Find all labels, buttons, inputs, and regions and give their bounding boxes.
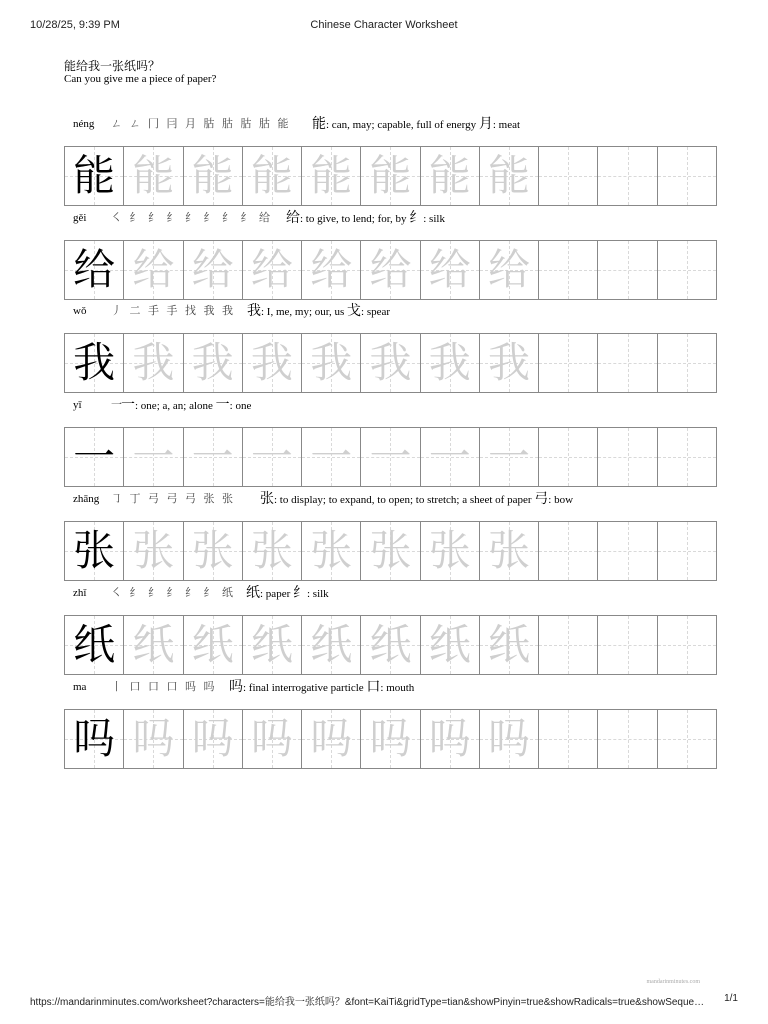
- trace-character: 我: [191, 338, 234, 387]
- trace-character: 一: [132, 432, 175, 481]
- trace-character-cell: [243, 428, 302, 486]
- trace-character: 张: [250, 526, 293, 575]
- trace-character: 纸: [250, 620, 293, 669]
- trace-character-cell: [480, 616, 539, 674]
- print-datetime: 10/28/25, 9:39 PM: [30, 19, 120, 31]
- trace-character-cell: [361, 241, 420, 299]
- trace-character: 吗: [310, 714, 353, 763]
- trace-character: 纸: [487, 620, 530, 669]
- trace-character-cell: [302, 710, 361, 768]
- trace-character-cell: [124, 241, 183, 299]
- radical-character: 口: [366, 679, 381, 695]
- trace-character-cell: [361, 522, 420, 580]
- blank-practice-cell[interactable]: [598, 522, 657, 580]
- model-character: 纸: [73, 620, 116, 669]
- definition-text: : can, may; capable, full of energy: [326, 119, 477, 131]
- trace-character-cell: [480, 147, 539, 205]
- trace-character-cell: [124, 616, 183, 674]
- trace-character-cell: [421, 334, 480, 392]
- trace-character: 一: [250, 432, 293, 481]
- model-character: 张: [73, 526, 116, 575]
- blank-practice-cell[interactable]: [539, 522, 598, 580]
- print-header: [30, 19, 738, 33]
- model-character-cell: [65, 710, 124, 768]
- definition-character: 一: [121, 397, 135, 413]
- blank-practice-cell[interactable]: [658, 522, 716, 580]
- trace-character-cell: [302, 241, 361, 299]
- practice-grid: [64, 427, 717, 487]
- trace-character-cell: [480, 334, 539, 392]
- trace-character-cell: [124, 428, 183, 486]
- trace-character: 纸: [428, 620, 471, 669]
- trace-character: 张: [132, 526, 175, 575]
- definition-text: : to display; to expand, to open; to stretch; a sheet of paper: [274, 494, 532, 506]
- character-entry: [64, 301, 717, 393]
- radical-meaning: : meat: [492, 119, 521, 131]
- stroke-order-sequence: ㇛ 纟 纟 纟 纟 纟 纸: [111, 586, 235, 599]
- definition-text: : I, me, my; our, us: [261, 306, 345, 318]
- site-watermark: mandarinminutes.com: [646, 979, 700, 985]
- radical-character: 一: [215, 397, 230, 413]
- character-entry: [64, 489, 717, 581]
- page-number: 1/1: [724, 993, 738, 1004]
- pinyin-label: wǒ: [73, 305, 87, 317]
- entry-info: [64, 395, 717, 415]
- trace-character: 吗: [191, 714, 234, 763]
- trace-character-cell: [421, 710, 480, 768]
- meaning-block: [121, 395, 251, 416]
- trace-character: 吗: [132, 714, 175, 763]
- blank-practice-cell[interactable]: [539, 616, 598, 674]
- radical-meaning: : mouth: [380, 682, 415, 694]
- trace-character-cell: [302, 428, 361, 486]
- definition-text: : final interrogative particle: [243, 682, 364, 694]
- trace-character: 我: [250, 338, 293, 387]
- trace-character: 给: [369, 245, 412, 294]
- pinyin-label: ma: [73, 681, 87, 693]
- trace-character: 给: [132, 245, 175, 294]
- trace-character: 给: [487, 245, 530, 294]
- trace-character: 能: [369, 151, 412, 200]
- meaning-block: [312, 114, 520, 135]
- blank-practice-cell[interactable]: [598, 334, 657, 392]
- trace-character-cell: [184, 710, 243, 768]
- trace-character-cell: [421, 147, 480, 205]
- entry-info: [64, 489, 717, 509]
- stroke-order-sequence: ㄥ ㄥ 冂 冃 月 𦙶 𦙶 𦙶 𦙶 能: [111, 117, 291, 130]
- trace-character-cell: [421, 428, 480, 486]
- trace-character: 能: [250, 151, 293, 200]
- trace-character-cell: [184, 147, 243, 205]
- trace-character: 纸: [132, 620, 175, 669]
- definition-character: 能: [312, 116, 326, 132]
- trace-character: 纸: [369, 620, 412, 669]
- trace-character: 给: [428, 245, 471, 294]
- trace-character: 张: [369, 526, 412, 575]
- trace-character: 能: [191, 151, 234, 200]
- practice-grid: [64, 521, 717, 581]
- character-entry: [64, 677, 717, 769]
- definition-character: 吗: [229, 679, 243, 695]
- practice-grid: [64, 240, 717, 300]
- trace-character-cell: [421, 616, 480, 674]
- trace-character-cell: [184, 428, 243, 486]
- trace-character-cell: [184, 616, 243, 674]
- practice-grid: [64, 146, 717, 206]
- practice-grid: [64, 709, 717, 769]
- trace-character-cell: [243, 334, 302, 392]
- trace-character-cell: [184, 522, 243, 580]
- trace-character: 能: [487, 151, 530, 200]
- trace-character-cell: [124, 710, 183, 768]
- trace-character-cell: [302, 147, 361, 205]
- entry-info: [64, 208, 717, 228]
- stroke-order-sequence: ㇆ 丁 弓 弓 弓 张 张: [111, 492, 235, 505]
- definition-character: 纸: [246, 585, 260, 601]
- trace-character-cell: [421, 522, 480, 580]
- print-url: https://mandarinminutes.com/worksheet?characters=能给我一张纸吗？&font=KaiTi&gridType=tian&showPinyin=true&showRadicals=true&showSeque…: [30, 997, 705, 1008]
- model-character: 吗: [73, 714, 116, 763]
- model-character-cell: [65, 241, 124, 299]
- trace-character: 吗: [487, 714, 530, 763]
- trace-character: 一: [310, 432, 353, 481]
- trace-character-cell: [302, 334, 361, 392]
- model-character-cell: [65, 522, 124, 580]
- trace-character-cell: [480, 428, 539, 486]
- blank-practice-cell[interactable]: [539, 241, 598, 299]
- trace-character: 能: [310, 151, 353, 200]
- blank-practice-cell[interactable]: [658, 616, 716, 674]
- blank-practice-cell[interactable]: [598, 241, 657, 299]
- character-entry: [64, 208, 717, 300]
- trace-character-cell: [243, 710, 302, 768]
- definition-character: 给: [286, 210, 300, 226]
- trace-character-cell: [124, 334, 183, 392]
- definition-character: 我: [247, 303, 261, 319]
- trace-character: 纸: [191, 620, 234, 669]
- radical-meaning: : silk: [423, 213, 445, 225]
- trace-character: 我: [487, 338, 530, 387]
- blank-practice-cell[interactable]: [539, 334, 598, 392]
- trace-character-cell: [243, 241, 302, 299]
- trace-character: 能: [132, 151, 175, 200]
- entry-info: [64, 583, 717, 603]
- sentence-english: Can you give me a piece of paper?: [64, 73, 217, 85]
- sentence-chinese: 能给我一张纸吗？: [64, 59, 161, 73]
- trace-character-cell: [361, 334, 420, 392]
- definition-character: 张: [260, 491, 274, 507]
- trace-character: 我: [310, 338, 353, 387]
- trace-character: 能: [428, 151, 471, 200]
- blank-practice-cell[interactable]: [598, 428, 657, 486]
- trace-character: 我: [428, 338, 471, 387]
- blank-practice-cell[interactable]: [598, 616, 657, 674]
- model-character: 一: [73, 432, 116, 481]
- print-title: Chinese Character Worksheet: [310, 19, 458, 31]
- blank-practice-cell[interactable]: [539, 147, 598, 205]
- model-character-cell: [65, 428, 124, 486]
- model-character: 给: [73, 245, 116, 294]
- model-character-cell: [65, 616, 124, 674]
- trace-character: 张: [428, 526, 471, 575]
- trace-character: 张: [310, 526, 353, 575]
- meaning-block: [260, 489, 573, 510]
- model-character-cell: [65, 147, 124, 205]
- trace-character-cell: [124, 147, 183, 205]
- trace-character-cell: [243, 616, 302, 674]
- stroke-order-sequence: 一: [111, 398, 124, 411]
- trace-character: 吗: [250, 714, 293, 763]
- blank-practice-cell[interactable]: [658, 428, 716, 486]
- trace-character-cell: [184, 241, 243, 299]
- trace-character: 一: [369, 432, 412, 481]
- entry-info: [64, 114, 717, 134]
- pinyin-label: gěi: [73, 212, 87, 224]
- radical-meaning: : spear: [361, 306, 391, 318]
- practice-grid: [64, 615, 717, 675]
- radical-meaning: : bow: [548, 494, 574, 506]
- trace-character-cell: [480, 522, 539, 580]
- trace-character: 给: [310, 245, 353, 294]
- entry-info: [64, 301, 717, 321]
- radical-character: 弓: [534, 491, 549, 507]
- model-character: 我: [73, 338, 116, 387]
- pinyin-label: zhāng: [73, 493, 100, 505]
- pinyin-label: néng: [73, 118, 95, 130]
- radical-meaning: : one: [229, 400, 252, 412]
- character-entry: [64, 583, 717, 675]
- trace-character-cell: [124, 522, 183, 580]
- radical-character: 戈: [347, 303, 362, 319]
- trace-character: 纸: [310, 620, 353, 669]
- trace-character: 一: [428, 432, 471, 481]
- trace-character-cell: [302, 522, 361, 580]
- blank-practice-cell[interactable]: [598, 147, 657, 205]
- meaning-block: [247, 301, 390, 322]
- definition-text: : paper: [260, 588, 291, 600]
- trace-character: 给: [191, 245, 234, 294]
- blank-practice-cell[interactable]: [658, 241, 716, 299]
- trace-character-cell: [361, 428, 420, 486]
- blank-practice-cell[interactable]: [658, 334, 716, 392]
- blank-practice-cell[interactable]: [539, 710, 598, 768]
- radical-character: 纟: [409, 210, 424, 226]
- radical-character: 纟: [292, 585, 307, 601]
- trace-character: 我: [132, 338, 175, 387]
- trace-character: 一: [487, 432, 530, 481]
- trace-character-cell: [361, 616, 420, 674]
- definition-text: : one; a, an; alone: [135, 400, 213, 412]
- character-entry: [64, 395, 717, 487]
- practice-grid: [64, 333, 717, 393]
- character-entry: [64, 114, 717, 206]
- trace-character: 一: [191, 432, 234, 481]
- trace-character-cell: [421, 241, 480, 299]
- trace-character-cell: [361, 710, 420, 768]
- pinyin-label: yī: [73, 399, 82, 411]
- pinyin-label: zhǐ: [73, 587, 87, 599]
- model-character-cell: [65, 334, 124, 392]
- trace-character: 张: [487, 526, 530, 575]
- trace-character: 张: [191, 526, 234, 575]
- trace-character-cell: [480, 710, 539, 768]
- trace-character-cell: [243, 147, 302, 205]
- blank-practice-cell[interactable]: [658, 710, 716, 768]
- blank-practice-cell[interactable]: [598, 710, 657, 768]
- trace-character-cell: [243, 522, 302, 580]
- trace-character-cell: [302, 616, 361, 674]
- stroke-order-sequence: 丨 口 口 口 吗 吗: [111, 680, 217, 693]
- trace-character-cell: [361, 147, 420, 205]
- meaning-block: [246, 583, 329, 604]
- trace-character-cell: [480, 241, 539, 299]
- trace-character-cell: [184, 334, 243, 392]
- radical-character: 月: [478, 116, 493, 132]
- model-character: 能: [73, 151, 116, 200]
- radical-meaning: : silk: [306, 588, 329, 600]
- stroke-order-sequence: 丿 二 手 手 找 我 我: [111, 304, 235, 317]
- definition-text: : to give, to lend; for, by: [300, 213, 407, 225]
- blank-practice-cell[interactable]: [539, 428, 598, 486]
- print-footer: [30, 993, 738, 1007]
- entry-info: [64, 677, 717, 697]
- meaning-block: [286, 208, 445, 229]
- meaning-block: [229, 677, 414, 698]
- blank-practice-cell[interactable]: [658, 147, 716, 205]
- stroke-order-sequence: ㇛ 纟 纟 纟 纟 纟 纟 纟 给: [111, 211, 272, 224]
- trace-character: 我: [369, 338, 412, 387]
- trace-character: 吗: [428, 714, 471, 763]
- trace-character: 给: [250, 245, 293, 294]
- trace-character: 吗: [369, 714, 412, 763]
